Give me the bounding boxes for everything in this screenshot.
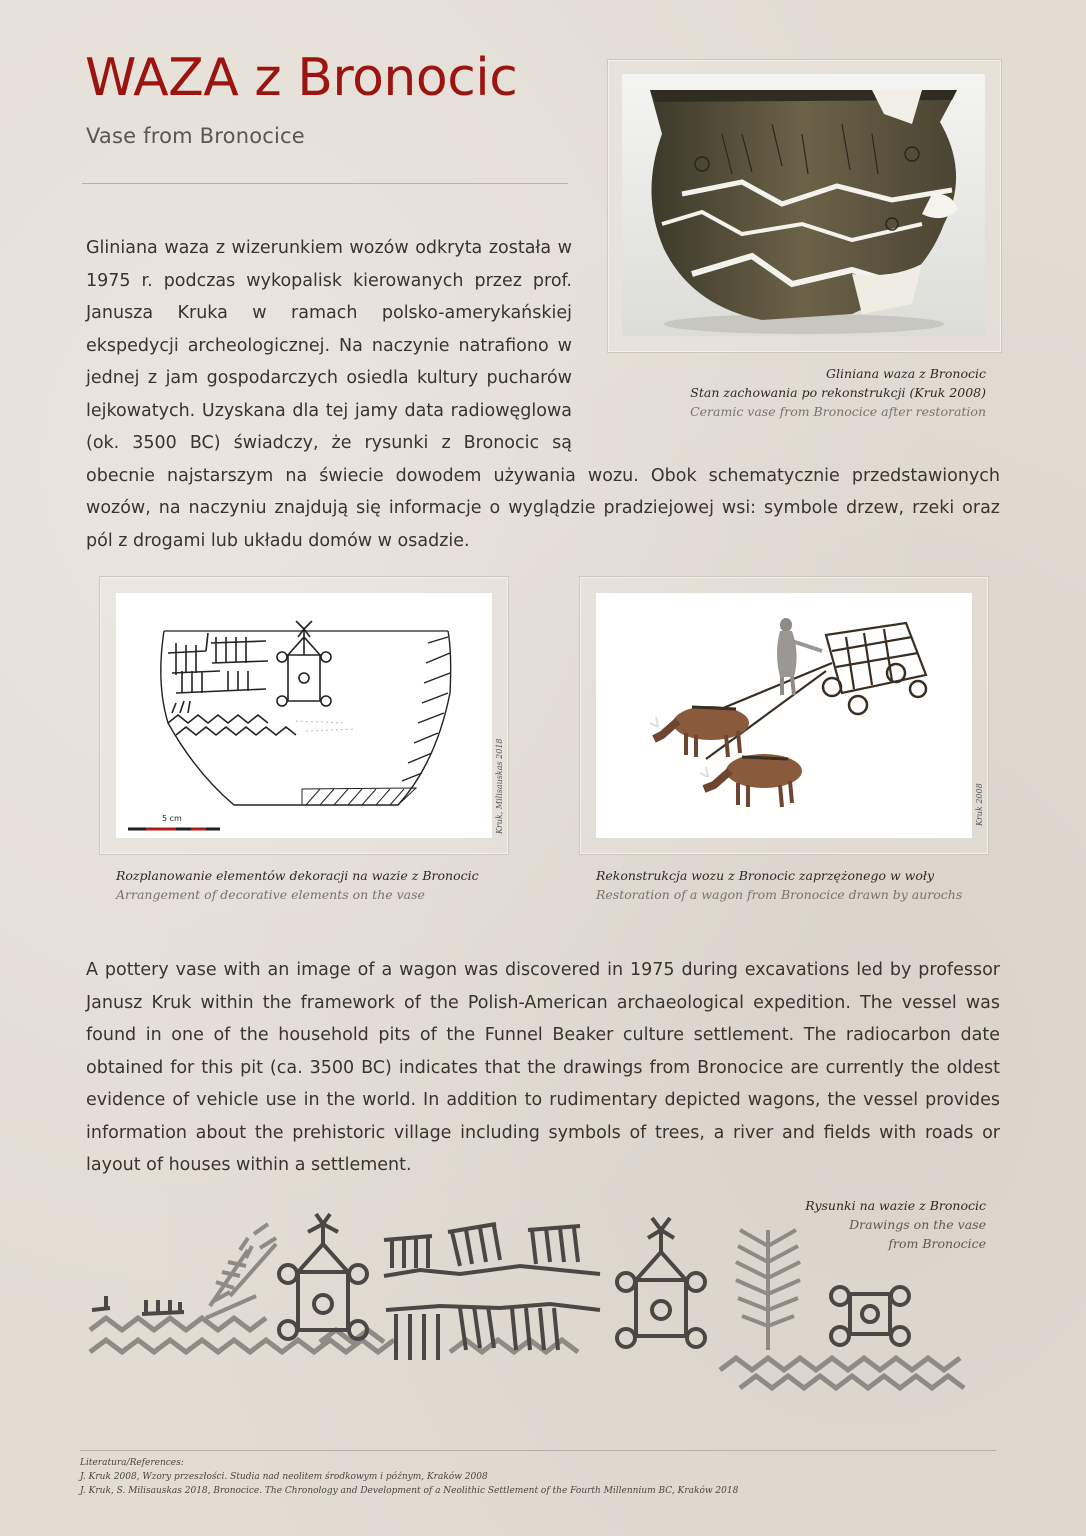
body-text-english: A pottery vase with an image of a wagon was discovered in 1975 during excavations led by professor Janusz Kruk within the framework of the Polish-American archaeological expedition. The vessel was found in one of the household pits of the Funnel Beaker culture settlement. The radiocarbon date obtained for this pit (ca. 3500 BC) indicates that the drawings from Bronocice are currently the oldest evidence of vehicle use in the world. In addition to rudimentary depicted wagons, the vessel provides information about the prehistoric village including symbols of trees, a river and fields with roads or layout of houses within a settlement. <box>86 960 1000 1175</box>
reference-item-1: J. Kruk 2008, Wzory przeszłości. Studia nad neolitem środkowym i późnym, Kraków 2008 <box>80 1472 488 1482</box>
decoration-layout-caption-en: Arrangement of decorative elements on the vase <box>116 887 425 902</box>
tree-motif-left <box>206 1224 276 1318</box>
decoration-layout-frame <box>100 577 508 854</box>
decoration-layout-credit: Kruk, Milisauskas 2018 <box>495 738 504 834</box>
page-subtitle: Vase from Bronocice <box>86 124 305 148</box>
wagon-reconstruction-caption-en: Restoration of a wagon from Bronocice drawn by aurochs <box>596 887 963 902</box>
decoration-layout-caption <box>116 866 506 904</box>
vase-photo-caption-en: Ceramic vase from Bronocice after restoration <box>690 404 986 419</box>
wagon-reconstruction-credit: Kruk 2008 <box>975 783 984 826</box>
vase-photo-caption-pl-2: Stan zachowania po rekonstrukcji (Kruk 2008) <box>690 385 986 400</box>
footer-divider <box>80 1450 996 1451</box>
tree-motif-right <box>736 1230 800 1350</box>
references <box>80 1456 738 1498</box>
field-motifs <box>92 1296 184 1314</box>
page-title: WAZA z Bronocic <box>85 48 518 108</box>
drawings-caption-en-2: from Bronocice <box>888 1236 986 1251</box>
header-divider <box>82 183 568 184</box>
wagon-reconstruction-frame <box>580 577 988 854</box>
body-text-polish <box>86 232 1000 557</box>
wagon-reconstruction-drawing <box>596 593 972 838</box>
house-motif-1 <box>279 1214 367 1339</box>
reference-item-2: J. Kruk, S. Milisauskas 2018, Bronocice. The Chronology and Development of a Neolithic Settlement of the Fourth Millennium BC, Kraków 2018 <box>80 1486 739 1496</box>
references-heading: Literatura/References: <box>80 1458 184 1468</box>
vase-drawings-band <box>80 1210 980 1410</box>
wagon-reconstruction-caption-pl: Rekonstrukcja wozu z Bronocic zaprzężonego w woły <box>596 868 935 883</box>
wagon-reconstruction-caption <box>596 866 986 904</box>
body-text-polish-content: Gliniana waza z wizerunkiem wozów odkryta została w 1975 r. podczas wykopalisk kierowanych przez prof. Janusza Kruka w ramach polsko-amerykańskiej ekspedycji archeologicznej. Na naczynie natrafiono w jednej z jam gospodarczych osiedla kultury pucharów lejkowatych. Uzyskana dla tej jamy data radiowęglowa (ok. 3500 BC) świadczy, że rysunki z Bronocic są obecnie najstarszym na świecie dowodem używania wozu. Obok schematycznie przedstawionych wozów, na naczyniu znajdują się informacje o wyglądzie pradziejowej wsi: symbole drzew, rzeki oraz pól z drogami lub układu domów w osadzie. <box>86 238 1000 551</box>
house-motif-2 <box>617 1218 705 1347</box>
vase-photo-caption-pl-1: Gliniana waza z Bronocic <box>826 366 986 381</box>
house-motif-3 <box>831 1287 909 1345</box>
drawings-caption-en-1: Drawings on the vase <box>849 1217 986 1232</box>
drawings-caption-pl: Rysunki na wazie z Bronocic <box>805 1198 986 1213</box>
decoration-layout-caption-pl: Rozplanowanie elementów dekoracji na wazie z Bronocic <box>116 868 479 883</box>
photo-float-spacer <box>572 232 1000 454</box>
decoration-layout-drawing <box>116 593 492 838</box>
wagon-motifs <box>384 1224 600 1360</box>
scale-label: 5 cm <box>162 814 182 823</box>
